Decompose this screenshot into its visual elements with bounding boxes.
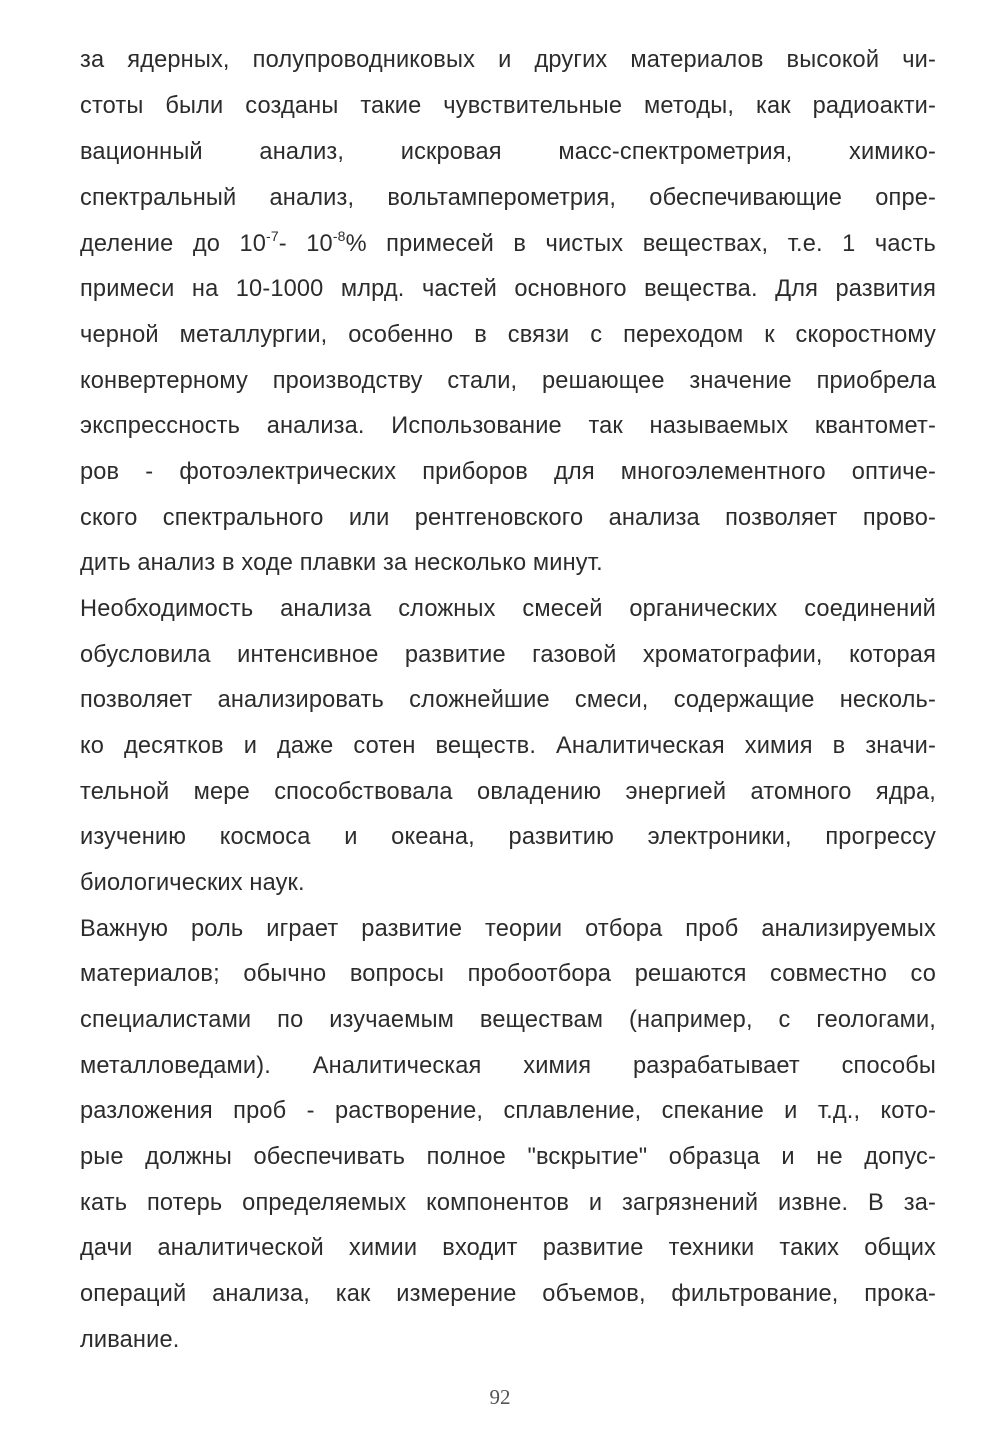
text-line: операций анализа, как измерение объемов, фильтрование, прока-: [80, 1281, 936, 1307]
text-line: примеси на 10-1000 млрд. частей основного вещества. Для развития: [80, 276, 936, 302]
text-line: разложения проб - растворение, сплавление, спекание и т.д., кото-: [80, 1098, 936, 1124]
text-line: тельной мере способствовала овладению энергией атомного ядра,: [80, 779, 936, 805]
text-line: спектральный анализ, вольтамперометрия, обеспечивающие опре-: [80, 185, 936, 211]
text-line: материалов; обычно вопросы пробоотбора решаются совместно со: [80, 961, 936, 987]
text-fragment: деление до 10: [80, 231, 267, 257]
text-line: черной металлургии, особенно в связи с переходом к скоростному: [80, 322, 936, 348]
text-line: ского спектрального или рентгеновского анализа позволяет прово-: [80, 505, 936, 531]
superscript-exponent: -7: [266, 228, 279, 244]
text-line: Необходимость анализа сложных смесей органических соединений: [80, 596, 936, 622]
superscript-exponent: -8: [332, 228, 346, 244]
text-line: металловедами). Аналитическая химия разрабатывает способы: [80, 1053, 936, 1079]
text-fragment: % примесей в чистых веществах, т.е. 1 часть: [345, 231, 936, 257]
text-line: позволяет анализировать сложнейшие смеси, содержащие несколь-: [80, 687, 936, 713]
text-line: биологических наук.: [80, 870, 305, 896]
text-line: ров - фотоэлектрических приборов для многоэлементного оптиче-: [80, 459, 936, 485]
text-line: ко десятков и даже сотен веществ. Аналитическая химия в значи-: [80, 733, 936, 759]
text-line: экспрессность анализа. Использование так называемых квантомет-: [80, 413, 936, 439]
text-line: конвертерному производству стали, решающее значение приобрела: [80, 368, 936, 394]
text-line-superscripts: [80, 229, 936, 259]
text-line: изучению космоса и океана, развитию электроники, прогрессу: [80, 824, 936, 850]
text-line: рые должны обеспечивать полное "вскрытие" образца и не допус-: [80, 1144, 936, 1170]
page-number: 92: [489, 1385, 511, 1409]
text-line: вационный анализ, искровая масс-спектрометрия, химико-: [80, 139, 936, 165]
text-line: дить анализ в ходе плавки за несколько минут.: [80, 550, 603, 576]
text-line: обусловила интенсивное развитие газовой хроматографии, которая: [80, 642, 936, 668]
text-line: дачи аналитической химии входит развитие техники таких общих: [80, 1235, 936, 1261]
text-line: Важную роль играет развитие теории отбора проб анализируемых: [80, 916, 936, 942]
text-line: за ядерных, полупроводниковых и других материалов высокой чи-: [80, 47, 936, 73]
text-line: стоты были созданы такие чувствительные методы, как радиоакти-: [80, 93, 936, 119]
text-line: кать потерь определяемых компонентов и загрязнений извне. В за-: [80, 1190, 936, 1216]
text-line: ливание.: [80, 1327, 180, 1353]
text-fragment: - 10: [278, 231, 333, 257]
text-line: специалистами по изучаемым веществам (например, с геологами,: [80, 1007, 936, 1033]
